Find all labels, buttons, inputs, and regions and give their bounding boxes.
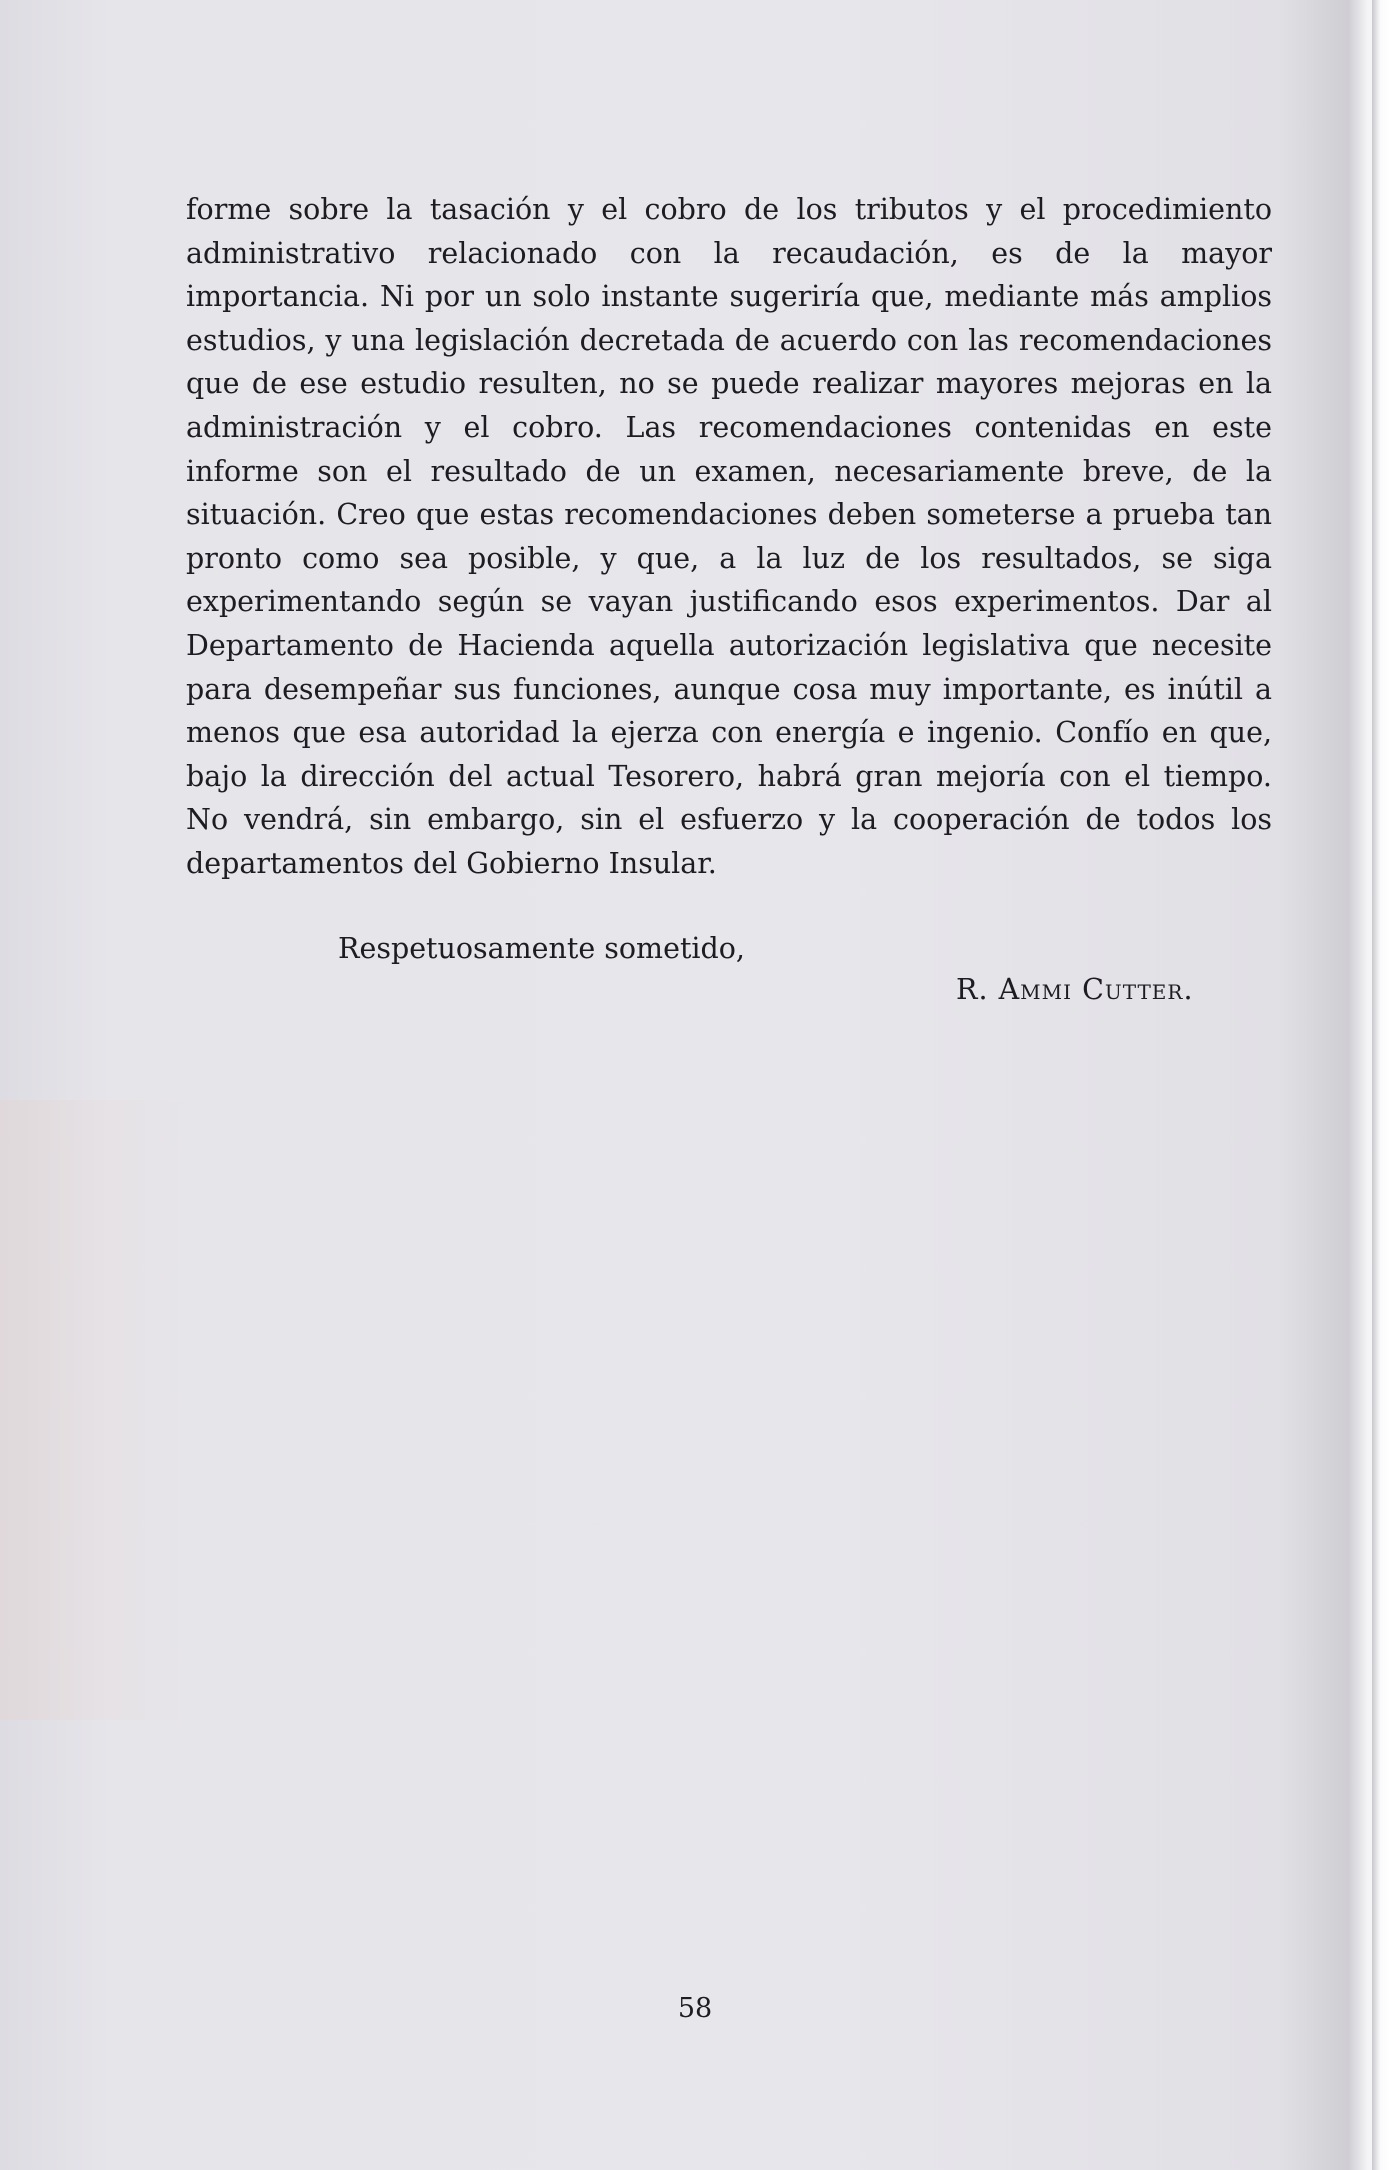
page-edge <box>1372 0 1390 2170</box>
closing-line: Respetuosamente sometido, <box>338 932 745 965</box>
page-number: 58 <box>677 1993 713 2024</box>
signature: R. Ammi Cutter. <box>956 973 1194 1006</box>
paper-stain <box>0 1100 190 1720</box>
body-paragraph: forme sobre la tasación y el cobro de los tributos y el procedimiento administrativo relacionado con la recaudación, es de la mayor importancia. Ni por un solo instante sugeriría que, mediante más amplios estudios, y una legislación decretada de acuerdo con las recomendaciones que de ese estudio resulten, no se puede realizar mayores mejoras en la administración y el cobro. Las recomendaciones contenidas en este informe son el resultado de un examen, necesariamente breve, de la situación. Creo que estas recomendaciones deben someterse a prueba tan pronto como sea posible, y que, a la luz de los resultados, se siga experimentando según se vayan justificando esos experimentos. Dar al Departamento de Hacienda aquella autorización legislativa que necesite para desempeñar sus funciones, aunque cosa muy importante, es inútil a menos que esa autoridad la ejerza con energía e ingenio. Confío en que, bajo la dirección del actual Tesorero, habrá gran mejoría con el tiempo. No vendrá, sin embargo, sin el esfuerzo y la cooperación de todos los departamentos del Gobierno Insular. <box>186 193 1272 880</box>
